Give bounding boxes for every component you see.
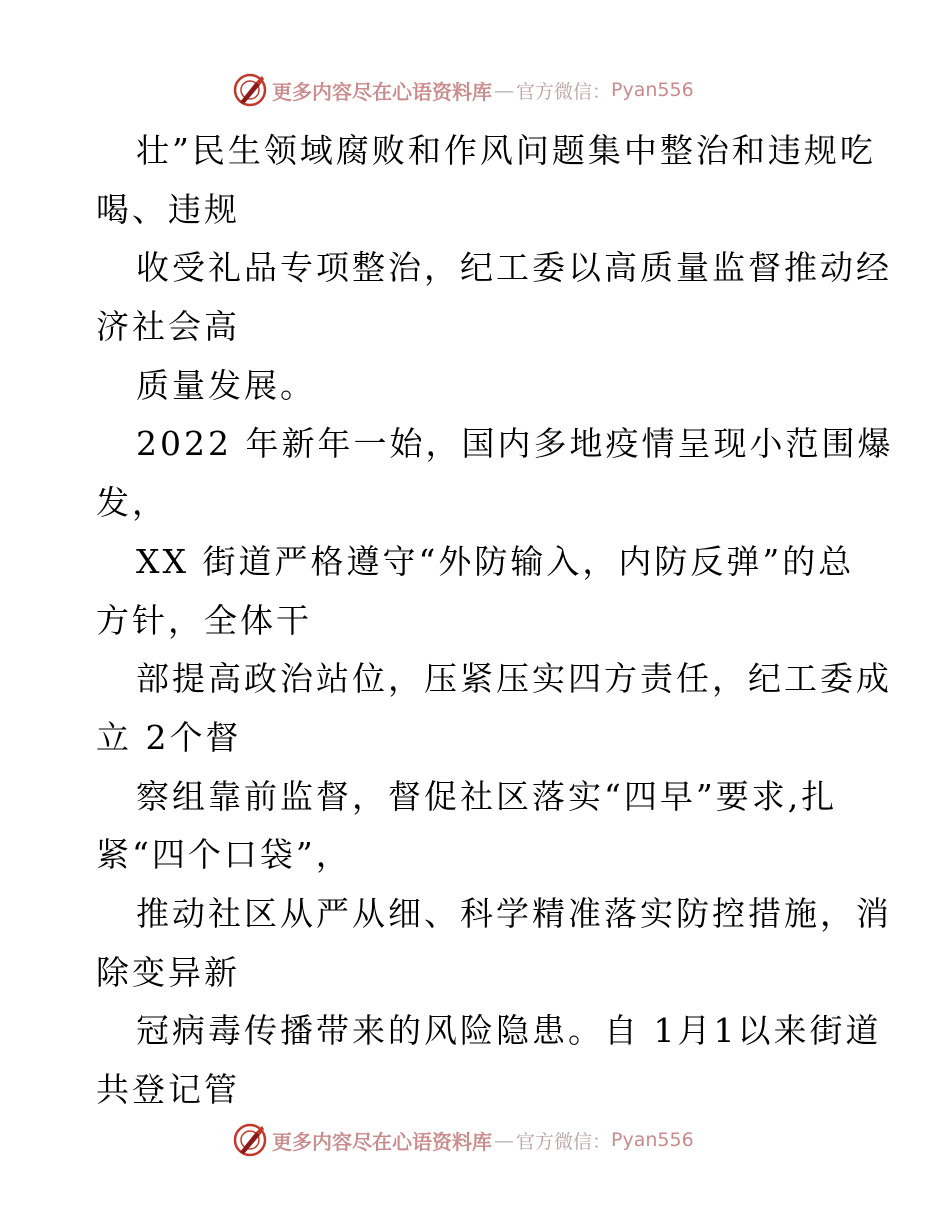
text-line: 壮”民生领域腐败和作风问题集中整治和违规吃	[136, 131, 876, 170]
text-line: 推动社区从严从细、科学精准落实防控措施，消	[136, 893, 892, 933]
text-line: 济社会高	[96, 307, 240, 347]
banner-title: 更多内容尽在心语资料库	[272, 1129, 492, 1154]
banner-title: 更多内容尽在心语资料库	[272, 79, 492, 104]
text-line: 喝、违规	[96, 189, 240, 229]
text-line: 冠病毒传播带来的风险隐患。自 1月1以来街道	[136, 1011, 882, 1051]
banner-wechat-id: Pyan556	[611, 79, 694, 101]
text-line: 2022 年新年一始，国内多地疫情呈现小范围爆	[136, 424, 894, 464]
pen-logo-icon	[232, 72, 268, 108]
document-body	[96, 122, 894, 1120]
banner-separator: —	[494, 78, 514, 102]
banner-wechat-label: 官方微信：	[516, 1130, 612, 1153]
text-line: 除变异新	[96, 952, 240, 992]
text-line: 部提高政治站位，压紧压实四方责任，纪工委成	[136, 659, 892, 699]
banner-separator: —	[494, 1128, 514, 1152]
text-line: 紧“四个口袋”，	[96, 835, 352, 875]
banner-wechat-label: 官方微信：	[516, 80, 612, 103]
text-line: XX 街道严格遵守“外防输入，内防反弹”的总	[136, 541, 855, 581]
banner-wechat-id: Pyan556	[611, 1129, 694, 1151]
text-line: 质量发展。	[136, 365, 316, 405]
footer-banner	[232, 1120, 752, 1160]
text-line: 察组靠前监督，督促社区落实“四早”要求,扎	[136, 776, 838, 816]
header-banner	[232, 70, 752, 110]
text-line: 收受礼品专项整治，纪工委以高质量监督推动经	[136, 248, 892, 288]
text-line: 共登记管	[96, 1070, 240, 1109]
text-line: 发，	[96, 483, 168, 523]
text-line: 立 2个督	[96, 717, 242, 757]
text-line: 方针，全体干	[96, 600, 312, 640]
pen-logo-icon	[232, 1122, 268, 1158]
